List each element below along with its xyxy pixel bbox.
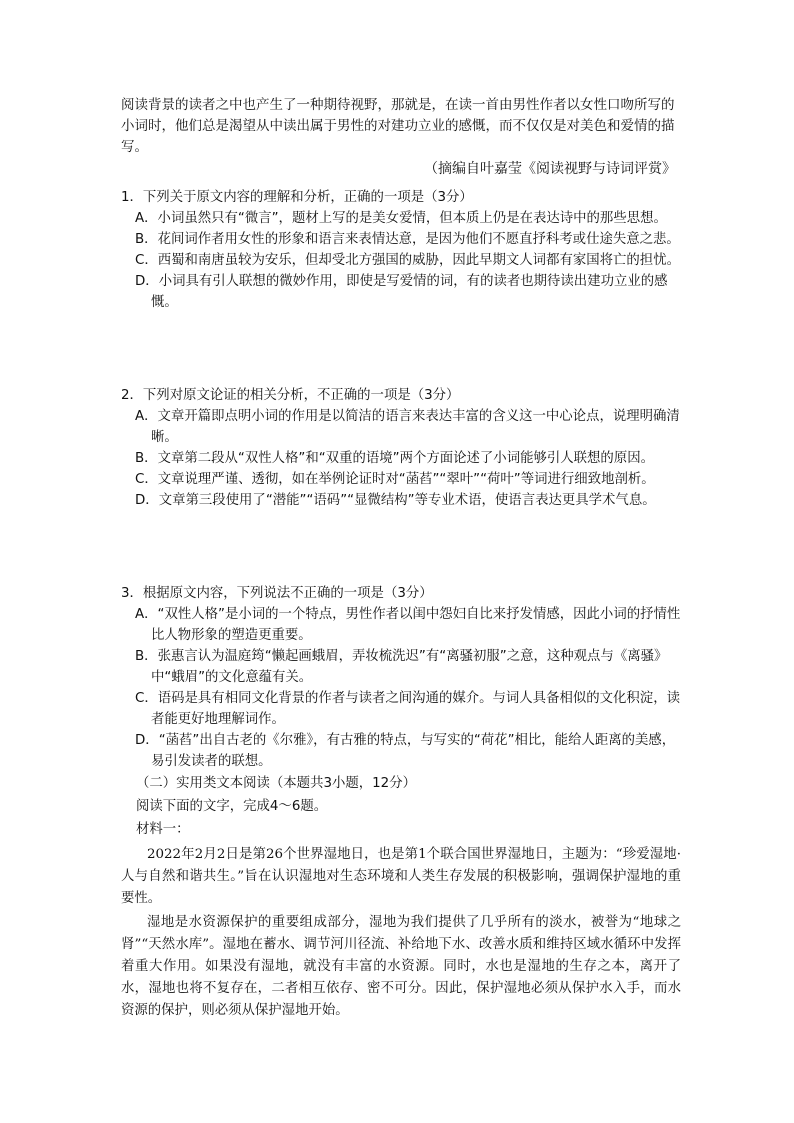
question-2-option-b: B．文章第二段从“双性人格”和“双重的语境”两个方面论述了小词能够引人联想的原因。: [135, 451, 654, 466]
question-2-option-d: D．文章第三段使用了“潜能”“语码”“显微结构”等专业术语，使语言表达更具学术气息。: [135, 493, 656, 508]
question-1: [121, 187, 681, 313]
question-3: [121, 583, 681, 772]
question-1-stem: 1．下列关于原文内容的理解和分析，正确的一项是（3分）: [121, 190, 473, 205]
material-label: 材料一：: [136, 822, 190, 837]
question-2-stem: 2．下列对原文论证的相关分析，不正确的一项是（3分）: [121, 388, 460, 403]
material-paragraph-2: 湿地是水资源保护的重要组成部分，湿地为我们提供了几乎所有的淡水，被誉为“地球之肾”“天然水库”。湿地在蓄水、调节河川径流、补给地下水、改善水质和维持区域水循环中发挥着重大作用。如果没有湿地，就没有丰富的水资源。同时，水也是湿地的生存之本，离开了水，湿地也将不复存在，二者相互依存、密不可分。因此，保护湿地必须从保护水入手，而水资源的保护，则必须从保护湿地开始。: [121, 915, 681, 1018]
question-3-option-c: C．语码是具有相同文化背景的作者与读者之间沟通的媒介。与词人具备相似的文化积淀，读者能更好地理解词作。: [135, 691, 680, 727]
question-1-option-d: D．小词具有引人联想的微妙作用，即使是写爱情的词，有的读者也期待读出建功立业的感慨。: [135, 274, 668, 310]
question-3-option-a: A．“双性人格”是小词的一个特点，男性作者以闺中怨妇自比来抒发情感，因此小词的抒情性比人物形象的塑造更重要。: [135, 607, 681, 643]
section-heading: （二）实用类文本阅读（本题共3小题，12分）: [136, 776, 416, 791]
question-3-option-b: B．张惠言认为温庭筠“懒起画蛾眉，弄妆梳洗迟”有“离骚初服”之意，这种观点与《离骚》中“蛾眉”的文化意蕴有关。: [135, 649, 668, 685]
intro-paragraph: 阅读背景的读者之中也产生了一种期待视野，那就是，在读一首由男性作者以女性口吻所写的小词时，他们总是渴望从中读出属于男性的对建功立业的感慨，而不仅仅是对美色和爱情的描写。: [121, 97, 675, 155]
question-2: [121, 385, 681, 511]
question-1-option-a: A．小词虽然只有“微言”，题材上写的是美女爱情，但本质上仍是在表达诗中的那些思想。: [135, 211, 667, 226]
material-paragraph-1: 2022年2月2日是第26个世界湿地日，也是第1个联合国世界湿地日，主题为：“珍爱湿地·人与自然和谐共生。”旨在认识湿地对生态环境和人类生存发展的积极影响，强调保护湿地的重要性。: [121, 847, 681, 906]
source-citation: （摘编自叶嘉莹《阅读视野与诗词评赏》: [424, 161, 676, 177]
section-instruction: 阅读下面的文字，完成4～6题。: [136, 799, 328, 814]
question-2-option-c: C．文章说理严谨、透彻，如在举例论证时对“菡萏”“翠叶”“荷叶”等词进行细致地剖析。: [135, 472, 655, 487]
question-3-option-d: D．“菡萏”出自古老的《尔雅》，有古雅的特点，与写实的“荷花”相比，能给人距离的美感，易引发读者的联想。: [135, 733, 676, 769]
question-1-option-c: C．西蜀和南唐虽较为安乐，但却受北方强国的威胁，因此早期文人词都有家国将亡的担忧。: [135, 253, 680, 268]
question-1-option-b: B．花间词作者用女性的形象和语言来表情达意，是因为他们不愿直抒科考或仕途失意之悲。: [135, 232, 680, 247]
question-2-option-a: A．文章开篇即点明小词的作用是以简洁的语言来表达丰富的含义这一中心论点，说理明确清晰。: [135, 409, 680, 445]
question-3-stem: 3．根据原文内容，下列说法不正确的一项是（3分）: [121, 586, 433, 601]
